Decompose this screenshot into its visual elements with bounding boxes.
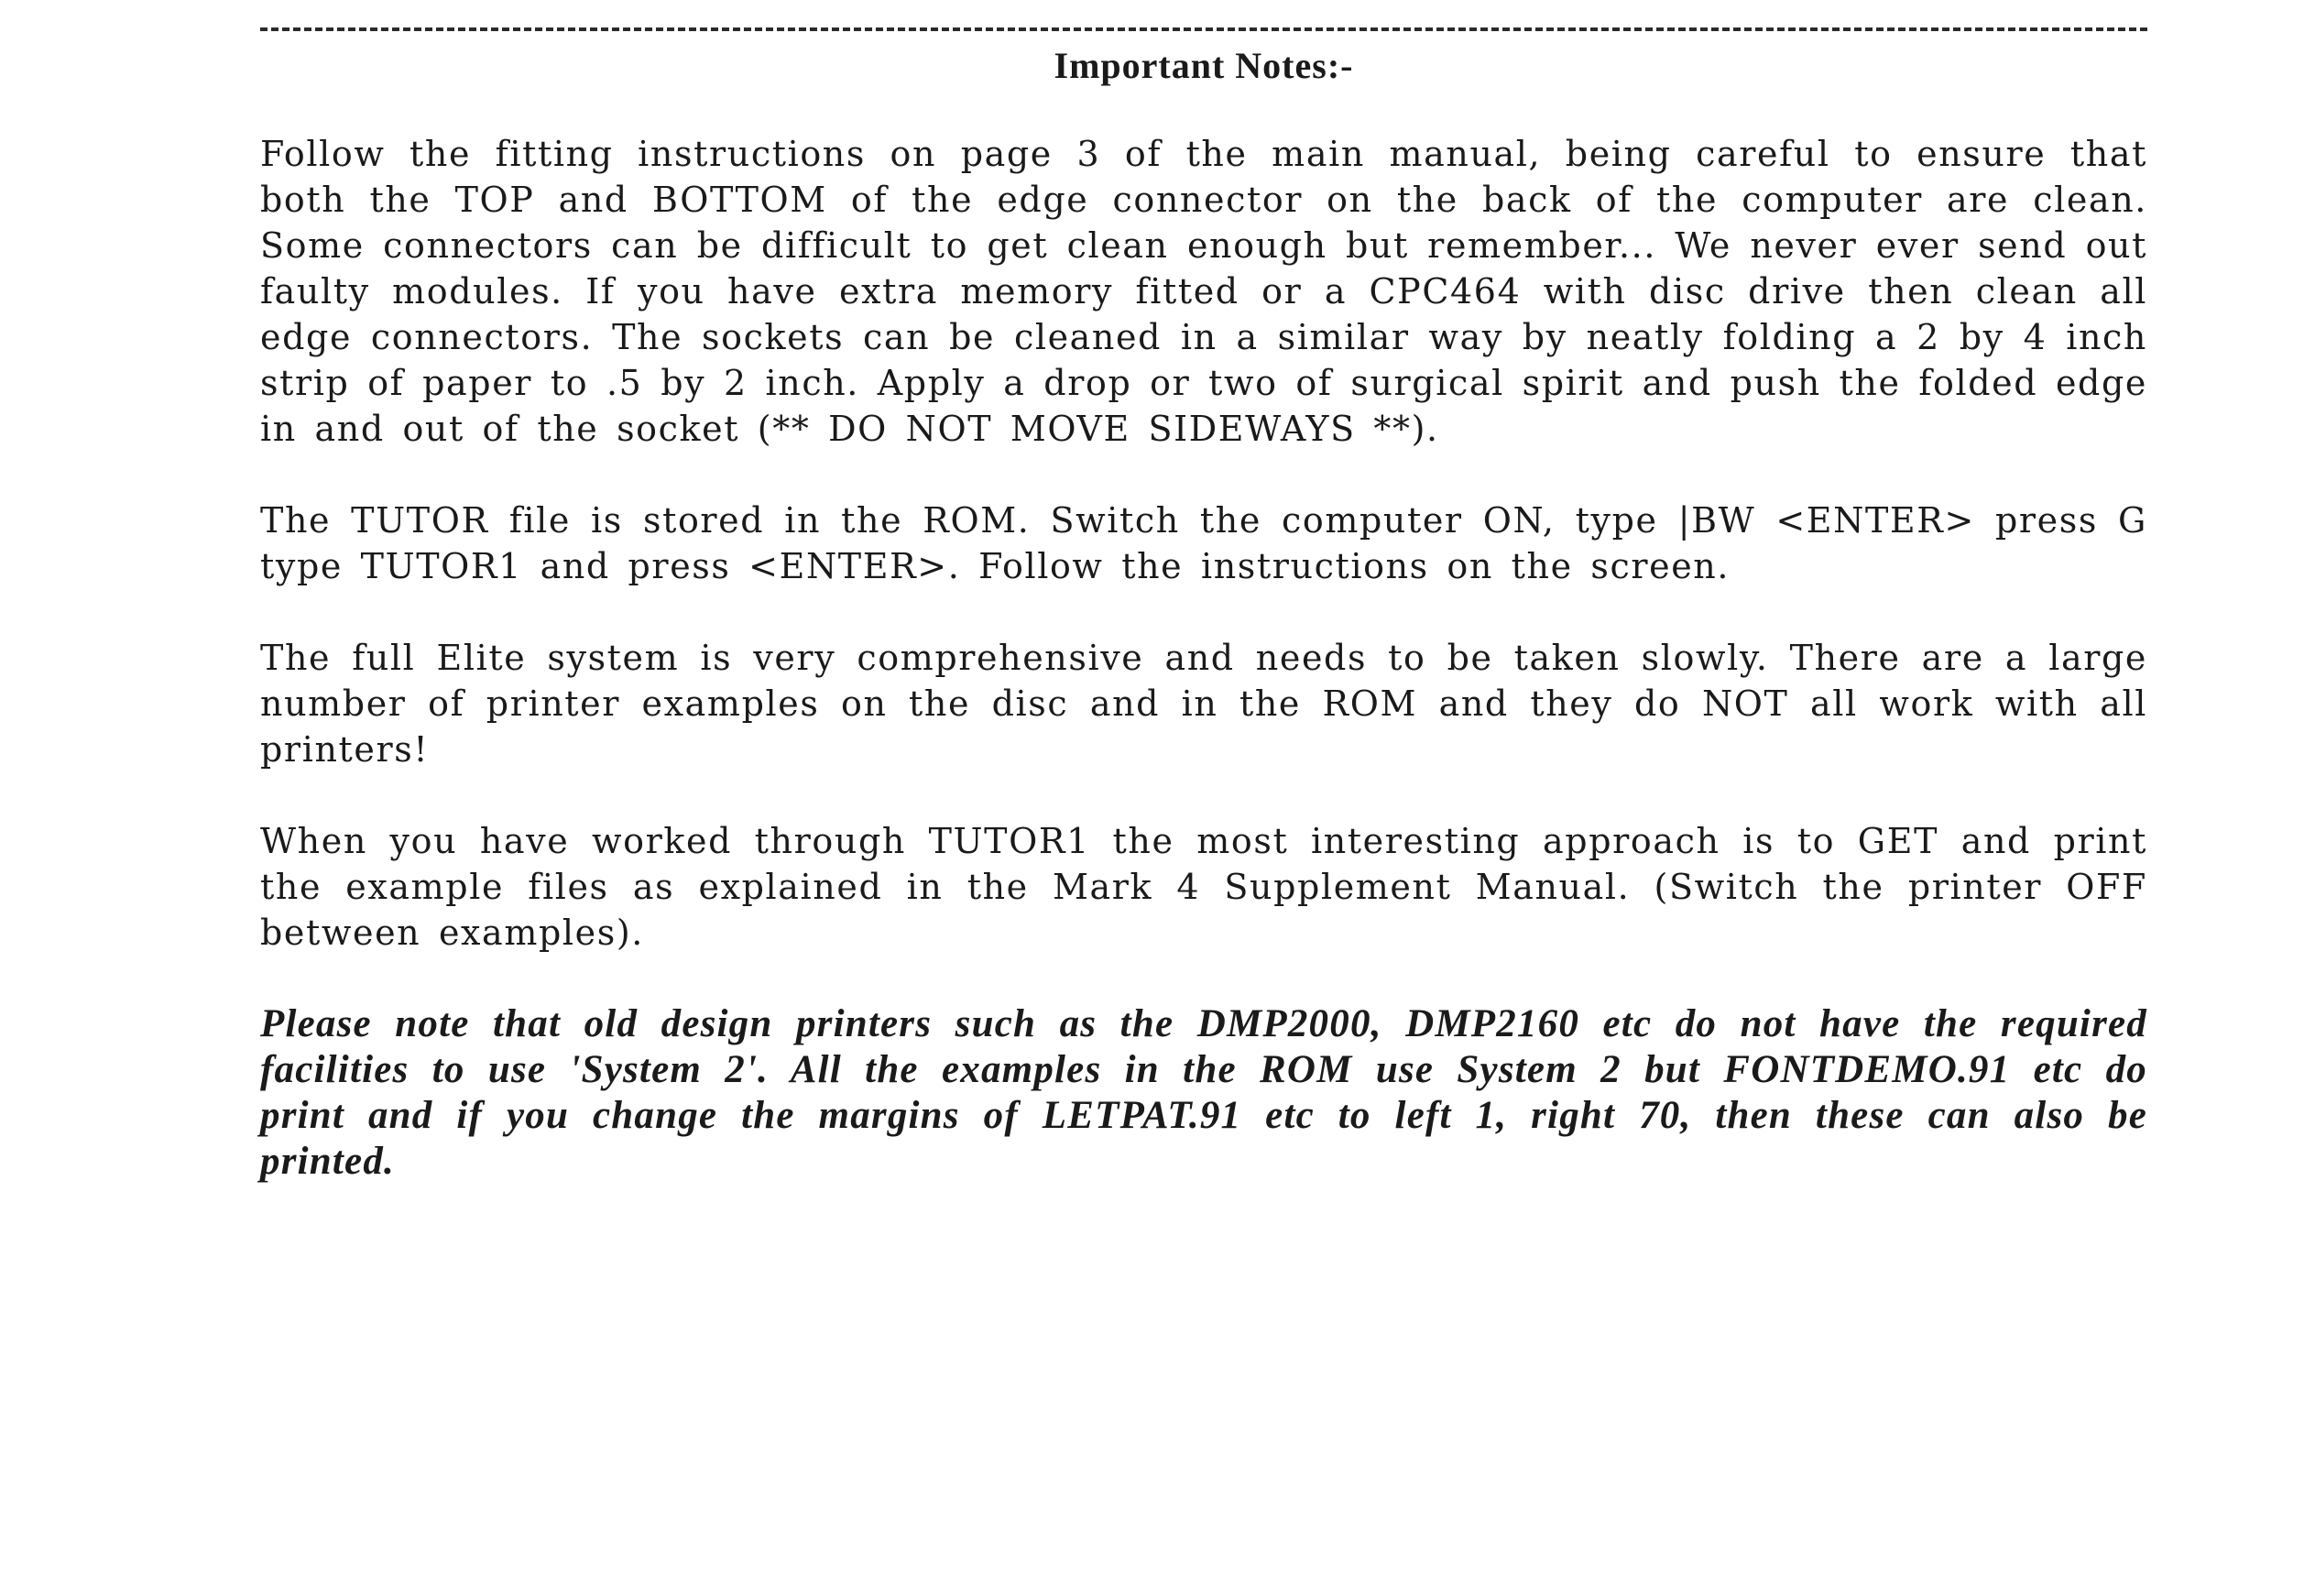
paragraph-old-printers-note: Please note that old design printers such as the DMP2000, DMP2160 etc do not have the required facilities to use 'System 2'. All the examples in the ROM use System 2 but FONTDEMO.91 etc do print and if you change the margins of LETPAT.91 etc to left 1, right 70, then these can also be printed. [260, 1002, 2147, 1183]
dashed-rule [260, 27, 2147, 31]
paragraph-elite-system: The full Elite system is very comprehensive and needs to be taken slowly. There are a large number of printer examples on the disc and in the ROM and they do NOT all work with all printers! [260, 638, 2147, 770]
document-page [260, 27, 2147, 1230]
notes-heading: Important Notes:- [1054, 45, 1354, 86]
paragraph-tutor-file: The TUTOR file is stored in the ROM. Switch the computer ON, type |BW <ENTER> press G type TUTOR1 and press <ENTER>. Follow the instructions on the screen. [260, 500, 2147, 586]
paragraph-fitting-instructions: Follow the fitting instructions on page 3 of the main manual, being careful to ensure that both the TOP and BOTTOM of the edge connector on the back of the computer are clean. Some connectors can be difficult to get clean enough but remember... We never ever send out faulty modules. If you have extra memory fitted or a CPC464 with disc drive then clean all edge connectors. The sockets can be cleaned in a similar way by neatly folding a 2 by 4 inch strip of paper to .5 by 2 inch. Apply a drop or two of surgical spirit and push the folded edge in and out of the socket (** DO NOT MOVE SIDEWAYS **). [260, 134, 2147, 449]
paragraph-example-files: When you have worked through TUTOR1 the most interesting approach is to GET and print the example files as explained in the Mark 4 Supplement Manual. (Switch the printer OFF between examples). [260, 821, 2147, 953]
